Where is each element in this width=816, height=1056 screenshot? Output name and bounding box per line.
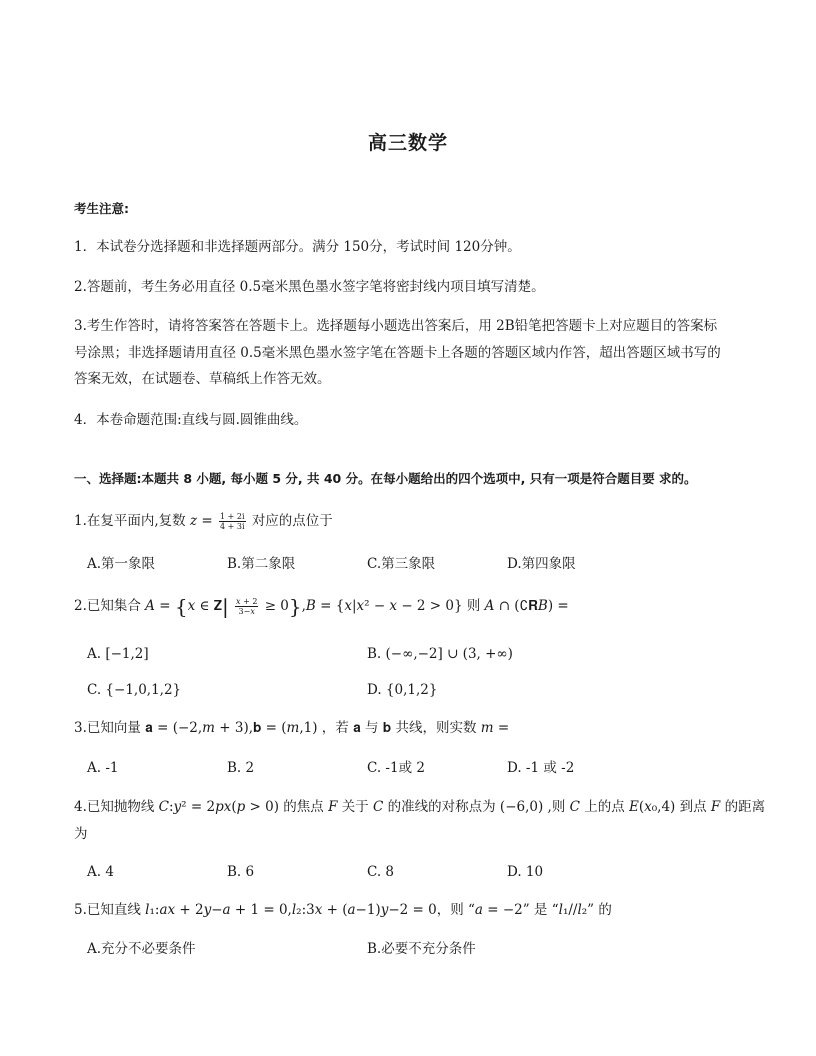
q2-set-right: ≥ 0 — [264, 598, 289, 614]
q1-prefix: 1.在复平面内,复数 𝑧 = — [74, 513, 213, 529]
question-1-stem — [74, 511, 333, 531]
q2-option-c: C. {−1,0,1,2} — [87, 682, 182, 698]
question-3-stem: 3.已知向量 𝐚 = (−2,𝑚 + 3),𝐛 = (𝑚,1) ，若 𝐚 与 𝐛 共线，则实数 𝑚 = — [74, 720, 510, 736]
section-1-header: 一、选择题:本题共 8 小题, 每小题 5 分, 共 40 分。在每小题给出的四个选项中, 只有一项是符合题目要 求的。 — [74, 471, 697, 486]
q1-option-a: A.第一象限 — [87, 556, 156, 572]
q2-frac-den: 3−𝑥 — [238, 607, 255, 616]
q3-option-b: B. 2 — [227, 760, 255, 776]
question-2-stem — [74, 596, 569, 617]
q3-option-a: A. -1 — [87, 760, 119, 776]
notice-item-2: 2.答题前，考生务必用直径 0.5毫米黑色墨水签字笔将密封线内项目填写清楚。 — [74, 279, 545, 295]
q3-option-c: C. -1或 2 — [367, 760, 425, 776]
notice-heading: 考生注意: — [74, 201, 129, 216]
q4-option-c: C. 8 — [367, 864, 395, 880]
q2-frac-num: 𝑥 + 2 — [236, 597, 258, 606]
q1-fraction — [219, 512, 246, 531]
q3-option-d: D. -1 或 -2 — [507, 760, 575, 776]
q1-frac-num: 1 + 2i — [219, 512, 245, 521]
q5-option-a: A.充分不必要条件 — [87, 941, 196, 957]
q2-set-left: 𝑥 ∈ 𝐙 — [187, 598, 222, 614]
q1-suffix: 对应的点位于 — [251, 513, 333, 529]
q1-option-c: C.第三象限 — [367, 556, 436, 572]
notice-item-3-line-1: 3.考生作答时，请将答案答在答题卡上。选择题每小题选出答案后，用 2B铅笔把答题卡上对应题目的答案标 — [74, 318, 718, 334]
question-5-stem: 5.已知直线 𝑙₁:𝑎𝑥 + 2𝑦−𝑎 + 1 = 0,𝑙₂:3𝑥 + (𝑎−1)𝑦−2 = 0，则 “𝑎 = −2” 是 “𝑙₁//𝑙₂” 的 — [74, 902, 612, 918]
q4-option-b: B. 6 — [227, 864, 255, 880]
page-title: 高三数学 — [367, 132, 448, 154]
q2-right-brace: } — [288, 594, 302, 619]
q4-option-a: A. 4 — [87, 864, 114, 880]
q4-option-d: D. 10 — [507, 864, 544, 880]
notice-item-1: 1．本试卷分选择题和非选择题两部分。满分 150分，考试时间 120分钟。 — [74, 239, 521, 255]
q2-option-a: A. [−1,2] — [87, 646, 149, 662]
notice-item-4: 4．本卷命题范围:直线与圆.圆锥曲线。 — [74, 412, 308, 428]
q2-left-brace: { — [174, 594, 188, 619]
q5-option-b: B.必要不充分条件 — [367, 941, 476, 957]
q2-option-b: B. (−∞,−2] ∪ (3, +∞) — [367, 646, 513, 662]
notice-item-3-line-2: 号涂黑；非选择题请用直径 0.5毫米黑色墨水签字笔在答题卡上各题的答题区域内作答，超出答题区域书写的 — [74, 345, 721, 361]
notice-item-3-line-3: 答案无效，在试题卷、草稿纸上作答无效。 — [74, 371, 331, 387]
question-4-stem-line-1: 4.已知抛物线 𝐶:𝑦² = 2𝑝𝑥(𝑝 > 0) 的焦点 𝐹 关于 𝐶 的准线的对称点为 (−6,0) ,则 𝐶 上的点 𝐸(𝑥₀,4) 到点 𝐹 的距离 — [74, 799, 766, 815]
question-4-stem-line-2: 为 — [74, 826, 88, 842]
q2-option-d: D. {0,1,2} — [367, 682, 438, 698]
q1-option-b: B.第二象限 — [227, 556, 296, 572]
q2-bar: | — [221, 594, 229, 619]
q2-fraction — [235, 597, 258, 616]
q1-option-d: D.第四象限 — [507, 556, 576, 572]
q2-prefix: 2.已知集合 𝐴 = — [74, 598, 171, 614]
q1-frac-den: 4 + 3i — [219, 522, 245, 531]
q2-suffix: ,𝐵 = {𝑥|𝑥² − 𝑥 − 2 > 0} 则 𝐴 ∩ (∁𝐑𝐵) = — [301, 598, 569, 614]
